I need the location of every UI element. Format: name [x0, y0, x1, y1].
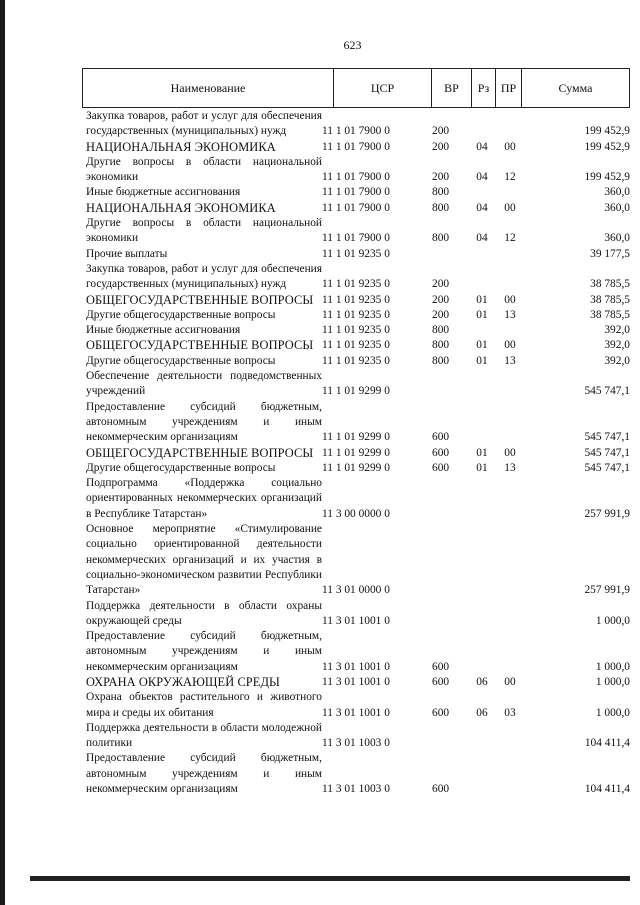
table-row — [86, 599, 630, 630]
cell-vr: 800 — [432, 339, 450, 352]
table-row — [86, 140, 630, 155]
cell-vr: 600 — [432, 431, 450, 444]
cell-vr: 600 — [432, 461, 450, 474]
header-name: Наименование — [170, 80, 246, 95]
cell-name: Прочие выплаты — [86, 247, 168, 260]
cell-rz: 04 — [476, 140, 488, 153]
cell-sum: 360,0 — [604, 232, 630, 245]
cell-name: Подпрограмма «Поддержка социально ориентированных некоммерческих организаций в Республике Татарстан» — [86, 477, 322, 520]
header-csr: ЦСР — [333, 69, 431, 107]
cell-name: Другие общегосударственные вопросы — [86, 308, 276, 321]
header-vr: ВР — [431, 69, 471, 107]
cell-name: Предоставление субсидий бюджетным, автономным учреждениям и иным некоммерческим организациям — [86, 752, 322, 796]
table-row — [86, 629, 630, 675]
page-number: 623 — [343, 38, 362, 52]
cell-pr: 12 — [504, 171, 516, 184]
cell-csr: 11 1 01 7900 0 — [322, 186, 390, 199]
cell-csr: 11 1 01 7900 0 — [322, 171, 390, 184]
cell-name: Другие вопросы в области национальной экономики — [86, 155, 322, 184]
table-row — [86, 369, 630, 400]
cell-sum: 1 000,0 — [595, 660, 630, 673]
cell-sum: 545 747,1 — [584, 385, 630, 398]
cell-vr: 200 — [432, 278, 450, 291]
page-number-container — [0, 38, 640, 53]
table-body — [86, 109, 630, 797]
cell-pr: 12 — [504, 232, 516, 245]
cell-pr: 03 — [504, 706, 516, 719]
table-row — [86, 690, 630, 721]
cell-vr: 200 — [432, 171, 450, 184]
cell-pr: 13 — [504, 461, 516, 474]
scan-bottom-bar — [30, 876, 630, 881]
table-header — [82, 68, 630, 108]
cell-sum: 392,0 — [604, 324, 630, 337]
cell-sum: 392,0 — [604, 339, 630, 352]
table-row — [86, 446, 630, 461]
cell-vr: 600 — [432, 783, 450, 796]
cell-rz: 01 — [476, 308, 488, 321]
cell-csr: 11 3 01 1001 0 — [322, 675, 390, 688]
cell-name: Иные бюджетные ассигнования — [86, 324, 241, 337]
cell-sum: 545 747,1 — [584, 431, 630, 444]
table-row — [86, 185, 630, 200]
table-row — [86, 476, 630, 522]
cell-csr: 11 1 01 9299 0 — [322, 431, 390, 444]
cell-name: Охрана объектов растительного и животного мира и среды их обитания — [86, 691, 322, 719]
cell-rz: 04 — [476, 171, 488, 184]
cell-sum: 257 991,9 — [584, 507, 630, 520]
cell-sum: 39 177,5 — [590, 247, 630, 260]
cell-sum: 104 411,4 — [584, 737, 630, 750]
cell-sum: 257 991,9 — [584, 584, 630, 597]
cell-rz: 01 — [476, 339, 488, 352]
cell-csr: 11 3 01 1003 0 — [322, 783, 390, 796]
cell-vr: 800 — [432, 232, 450, 245]
cell-csr: 11 1 01 9235 0 — [322, 324, 390, 337]
cell-name: ОБЩЕГОСУДАРСТВЕННЫЕ ВОПРОСЫ — [86, 445, 314, 460]
cell-sum: 1 000,0 — [595, 614, 630, 627]
cell-rz: 04 — [476, 232, 488, 245]
table-row — [86, 338, 630, 353]
cell-sum: 38 785,5 — [590, 278, 630, 291]
cell-sum: 199 452,9 — [584, 140, 630, 153]
cell-csr: 11 3 00 0000 0 — [322, 507, 390, 520]
cell-csr: 11 1 01 7900 0 — [322, 125, 390, 138]
cell-csr: 11 1 01 9299 0 — [322, 461, 390, 474]
cell-csr: 11 3 01 1001 0 — [322, 660, 390, 673]
header-pr: ПР — [495, 69, 521, 107]
table-row — [86, 201, 630, 216]
cell-name: НАЦИОНАЛЬНАЯ ЭКОНОМИКА — [86, 139, 276, 154]
header-sum: Сумма — [521, 69, 629, 107]
table-row — [86, 751, 630, 797]
cell-name: Предоставление субсидий бюджетным, автономным учреждениям и иным некоммерческим организациям — [86, 400, 322, 444]
table-row — [86, 155, 630, 186]
table-row — [86, 293, 630, 308]
cell-vr: 600 — [432, 675, 450, 688]
cell-sum: 38 785,5 — [590, 308, 630, 321]
cell-name: Другие общегосударственные вопросы — [86, 461, 276, 474]
cell-csr: 11 3 01 0000 0 — [322, 584, 390, 597]
cell-name: Иные бюджетные ассигнования — [86, 186, 241, 199]
cell-rz: 01 — [476, 446, 488, 459]
cell-name: Обеспечение деятельности подведомственных учреждений — [86, 370, 322, 398]
cell-csr: 11 1 01 9299 0 — [322, 385, 390, 398]
table-row — [86, 323, 630, 338]
cell-vr: 800 — [432, 324, 450, 337]
cell-name: Закупка товаров, работ и услуг для обеспечения государственных (муниципальных) нужд — [86, 262, 322, 291]
cell-sum: 392,0 — [604, 354, 630, 367]
table-row — [86, 247, 630, 262]
cell-sum: 38 785,5 — [590, 293, 630, 306]
cell-name: Поддержка деятельности в области охраны окружающей среды — [86, 599, 322, 627]
cell-csr: 11 1 01 9235 0 — [322, 247, 390, 260]
cell-sum: 199 452,9 — [584, 125, 630, 138]
cell-vr: 800 — [432, 201, 450, 214]
cell-name: Другие общегосударственные вопросы — [86, 354, 276, 367]
cell-csr: 11 1 01 9299 0 — [322, 446, 390, 459]
cell-name: Предоставление субсидий бюджетным, автономным учреждениям и иным некоммерческим организациям — [86, 630, 322, 673]
cell-name: Закупка товаров, работ и услуг для обеспечения государственных (муниципальных) нужд — [86, 110, 322, 138]
table-row — [86, 216, 630, 247]
cell-pr: 00 — [504, 293, 516, 306]
cell-sum: 199 452,9 — [584, 171, 630, 184]
cell-csr: 11 1 01 7900 0 — [322, 201, 390, 214]
cell-csr: 11 1 01 7900 0 — [322, 140, 390, 153]
cell-csr: 11 3 01 1001 0 — [322, 706, 390, 719]
cell-csr: 11 1 01 9235 0 — [322, 339, 390, 352]
cell-pr: 00 — [504, 446, 516, 459]
cell-csr: 11 1 01 9235 0 — [322, 308, 390, 321]
cell-vr: 600 — [432, 660, 450, 673]
table-row — [86, 354, 630, 369]
cell-rz: 01 — [476, 354, 488, 367]
table-row — [86, 308, 630, 323]
cell-vr: 200 — [432, 125, 450, 138]
cell-pr: 00 — [504, 339, 516, 352]
cell-rz: 06 — [476, 706, 488, 719]
cell-vr: 200 — [432, 293, 450, 306]
cell-name: ОБЩЕГОСУДАРСТВЕННЫЕ ВОПРОСЫ — [86, 338, 314, 353]
header-rz: Рз — [471, 69, 495, 107]
table-row — [86, 675, 630, 690]
cell-sum: 1 000,0 — [595, 706, 630, 719]
cell-vr: 200 — [432, 140, 450, 153]
cell-csr: 11 1 01 9235 0 — [322, 278, 390, 291]
table-row — [86, 522, 630, 598]
scan-left-edge — [0, 0, 5, 905]
cell-pr: 00 — [504, 201, 516, 214]
cell-rz: 01 — [476, 293, 488, 306]
cell-pr: 13 — [504, 308, 516, 321]
cell-name: ОБЩЕГОСУДАРСТВЕННЫЕ ВОПРОСЫ — [86, 292, 314, 307]
cell-sum: 545 747,1 — [584, 461, 630, 474]
cell-vr: 600 — [432, 446, 450, 459]
cell-sum: 360,0 — [604, 186, 630, 199]
cell-vr: 800 — [432, 354, 450, 367]
cell-rz: 01 — [476, 461, 488, 474]
cell-name: Другие вопросы в области национальной экономики — [86, 217, 322, 245]
cell-sum: 545 747,1 — [584, 446, 630, 459]
cell-sum: 360,0 — [604, 201, 630, 214]
cell-vr: 800 — [432, 186, 450, 199]
cell-name: НАЦИОНАЛЬНАЯ ЭКОНОМИКА — [86, 200, 276, 215]
cell-pr: 00 — [504, 675, 516, 688]
cell-name: Основное мероприятие «Стимулирование социально ориентированной деятельности некоммерческих организаций и их участия в социально-экономическом развитии Республики Татарстан» — [86, 523, 322, 597]
table-row — [86, 400, 630, 446]
cell-rz: 04 — [476, 201, 488, 214]
cell-csr: 11 3 01 1003 0 — [322, 737, 390, 750]
cell-csr: 11 1 01 9235 0 — [322, 293, 390, 306]
table-row — [86, 721, 630, 752]
cell-vr: 600 — [432, 706, 450, 719]
table-row — [86, 262, 630, 293]
cell-name: Поддержка деятельности в области молодежной политики — [86, 721, 322, 750]
cell-pr: 13 — [504, 354, 516, 367]
cell-csr: 11 1 01 7900 0 — [322, 232, 390, 245]
cell-pr: 00 — [504, 140, 516, 153]
table-row — [86, 461, 630, 476]
cell-name: ОХРАНА ОКРУЖАЮЩЕЙ СРЕДЫ — [86, 674, 280, 689]
cell-rz: 06 — [476, 675, 488, 688]
cell-vr: 200 — [432, 308, 450, 321]
cell-csr: 11 1 01 9235 0 — [322, 354, 390, 367]
cell-sum: 104 411,4 — [584, 783, 630, 796]
table-row — [86, 109, 630, 140]
cell-csr: 11 3 01 1001 0 — [322, 614, 390, 627]
cell-sum: 1 000,0 — [595, 675, 630, 688]
